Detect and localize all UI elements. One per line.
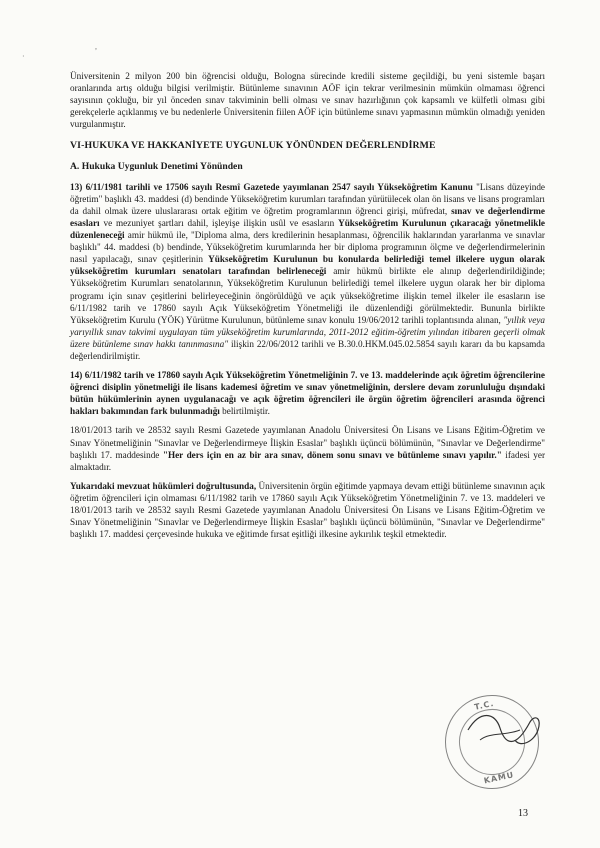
- p15-text: ifadesi yer almaktadır.: [70, 449, 546, 472]
- p13-quote: "yıllık veya yarıyıllık sınav takvimi uygulayan tüm yükseköğretim kurumlarında, 2011-2012 eğitim-öğretim yılından itibaren geçerli olmak üzere bütünleme sınav hakkı tanınmasına": [70, 314, 545, 349]
- paragraph-16: [70, 480, 545, 540]
- stamp-bottom-text: KAMU: [483, 770, 516, 786]
- p15-text: 18/01/2013 tarih ve 28532 sayılı Resmi Gazetede yayımlanan Anadolu Üniversitesi Ön Lisans ve Lisans Eğitim-Öğretim ve Sınav Yönetmeliğinin "Sınavlar ve Değerlendirmeye İlişkin Esaslar" başlıklı üçüncü bölümünün, "Sınavlar ve Değerlendirme" başlıklı 17. maddesinde: [70, 425, 545, 460]
- p15-bold: "Her ders için en az bir ara sınav, dönem sonu sınavı ve bütünleme sınavı yapılır.": [162, 449, 502, 460]
- scan-artifact: ·: [22, 52, 25, 61]
- p13-text: amir hükmü ile, "Diploma alma, ders kredilerinin hesaplanması, öğrencilik haklarından yararlanma ve sınavlar başlıklı" 44. maddesi (b) bendinde, Yükseköğretim kurumlarında her bir diploma programının ölçme ve değerlendirmelerinin nasıl yapılacağı, sınav çeşitlerinin: [70, 230, 545, 265]
- p13-text: amir hükmü birlikte ele alınıp değerlendirildiğinde; Yükseköğretim Kurumları senatolarının, Yükseköğretim Kurulunun belirlediği temel ilkelere uygun olarak her bir diploma programı için sınav çeşitlerini belirleyeceğinin öngörüldüğü ve açık yükseköğretime ilişkin temel ilkeler ile esasların ise 6/11/1982 tarih ve 17860 sayılı Açık Yükseköğretim Yönetmeliği ile düzenlendiği görülmektedir. Bununla birlikte Yükseköğretim Kurulu (YÖK) Yürütme Kurulunun, bütünleme sınav konulu 19/06/2012 tarihli toplantısında alınan,: [70, 266, 546, 325]
- p14-bold: açık öğretim öğrencilerine öğrenci disiplin yönetmeliği ile lisans kademesi öğretim ve sınav yönetmeliğinin, derslere devam zorunluluğu dışındaki bütün hükümlerinin aynen uygulanacağı ve açık öğretim öğrencileri ile örgün öğretim öğrencileri arasında öğrenci hakları bakımından fark bulunmadığı: [70, 370, 545, 417]
- p14-text: belirtilmiştir.: [219, 406, 270, 417]
- p13-bold: sınav ve değerlendirme esasları: [70, 205, 546, 228]
- p13-text: ilişkin 22/06/2012 tarihli ve B.30.0.HKM.045.02.5854 sayılı kararı da bu kapsamda değerlendirilmiştir.: [70, 338, 545, 361]
- paragraph-15: [70, 424, 545, 472]
- p13-lead: 13) 6/11/1981 tarihli ve 17506 sayılı Resmî Gazetede yayımlanan 2547 sayılı Yükseköğretim Kanunu: [70, 181, 473, 192]
- paragraph-intro: Üniversitenin 2 milyon 200 bin öğrencisi olduğu, Bologna sürecinde kredili sisteme geçildiği, bu yeni sistemle başarı oranlarında artış olduğu bilgisi verilmiştir. Bütünleme sınavının AÖF için tekrar verilmesinin mümkün olmaması öğrenci sayısının çokluğu, bir yıl önceden sınav takviminin belli olması ve sınav hazırlığının çok kapsamlı ve külfetli olması gibi gerekçelerle açıklanmış ve bu nedenlerle Üniversitenin fiilen AÖF için bütünleme sınavı yapmasının mümkün olmadığı yeniden vurgulanmıştır.: [70, 71, 545, 130]
- p13-bold: Yükseköğretim Kurulunun çıkaracağı yönetmelikle düzenleneceği: [70, 217, 545, 241]
- p16-lead: Yukarıdaki mevzuat hükümleri doğrultusunda,: [70, 480, 257, 491]
- stamp-top-text: T.C.: [473, 698, 496, 712]
- scan-artifact: ,: [95, 42, 97, 51]
- p16-text: Üniversitenin örgün eğitimde yapmaya devam ettiği bütünleme sınavının açık öğretim öğrencileri için olmaması 6/11/1982 tarih ve 17860 sayılı Açık Yükseköğretim Yönetmeliğinin 7. ve 13. maddeleri ve 18/01/2013 tarih ve 28532 sayılı Resmi Gazetede yayımlanan Anadolu Üniversitesi Ön Lisans ve Lisans Eğitim-Öğretim ve Sınav Yönetmeliğinin "Sınavlar ve Değerlendirmeye İlişkin Esaslar" başlıklı üçüncü bölümünün, "Sınavlar ve Değerlendirme" başlıklı 17. maddesi çerçevesinde hukuka ve eğitimde fırsat eşitliği ilkesine aykırılık teşkil etmektedir.: [70, 480, 545, 540]
- p14-lead: 14) 6/11/1982 tarih ve 17860 sayılı Açık Yükseköğretim Yönetmeliğinin 7. ve 13. maddelerinde: [70, 370, 442, 381]
- signature-icon: [460, 700, 550, 780]
- p13-bold: Yükseköğretim Kurulunun bu konularda belirlediği temel ilkelere uygun olarak yükseköğretim kurumları senatoları tarafından belirleneceği: [70, 254, 545, 277]
- document-body: [70, 70, 545, 547]
- p13-text: ve mezuniyet şartları dahil, işleyişe ilişkin usûl ve esasların: [99, 217, 339, 228]
- section-heading: VI-HUKUKA VE HAKKANİYETE UYGUNLUK YÖNÜNDEN DEĞERLENDİRME: [70, 140, 436, 152]
- subsection-heading: A. Hukuka Uygunluk Denetimi Yönünden: [70, 160, 243, 172]
- paragraph-14: [70, 369, 545, 417]
- page-number: 13: [518, 808, 528, 819]
- paragraph-13: [70, 181, 545, 362]
- p13-text: "Lisans düzeyinde öğretim" başlıklı 43. maddesi (d) bendinde Yükseköğretim kurumları tarafından yürütülecek olan ön lisans ve lisans programları da dahil olmak üzere uluslararası ortak eğitim ve öğretim programlarının öğrenci girişi, müfredat,: [70, 181, 545, 216]
